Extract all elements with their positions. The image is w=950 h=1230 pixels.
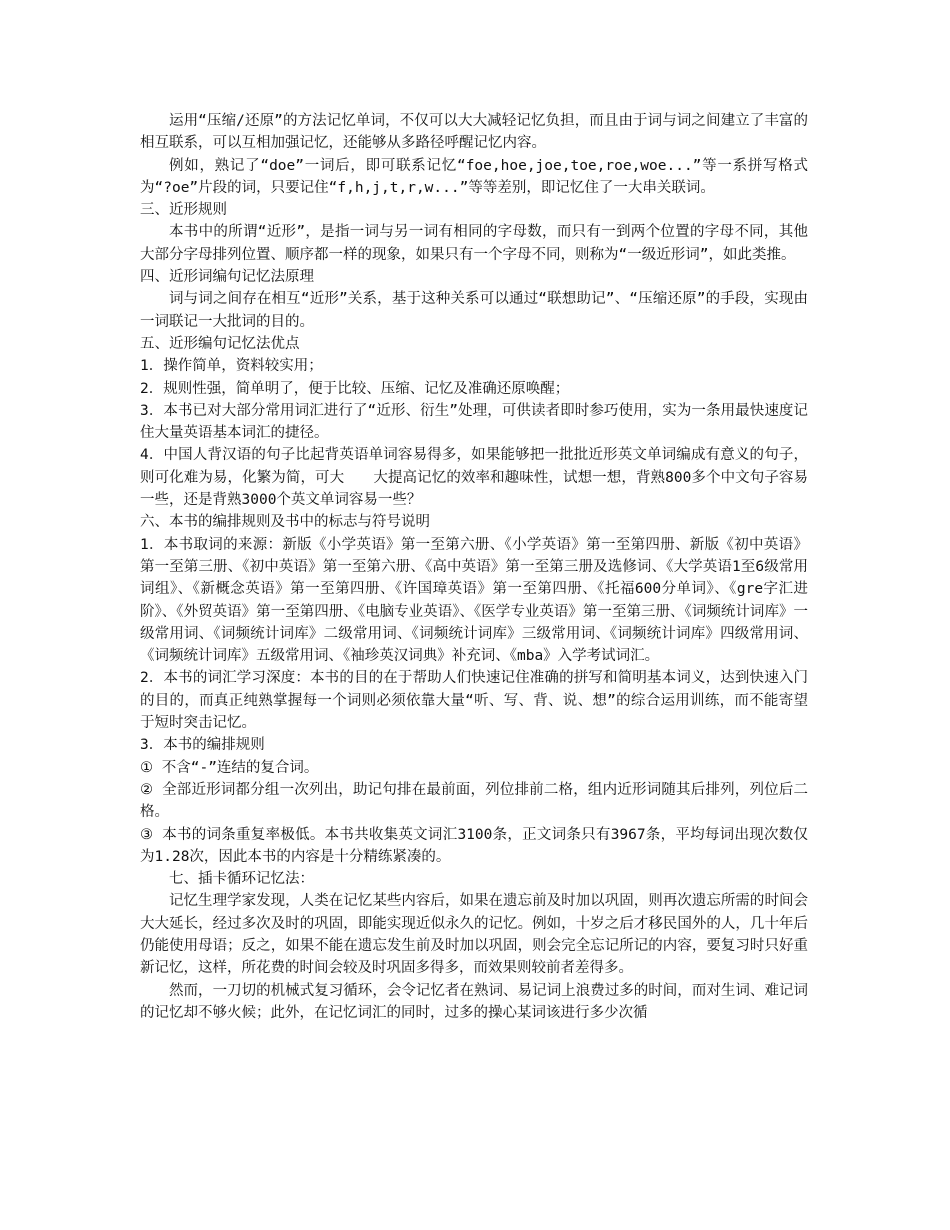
paragraph-compression-method: 运用“压缩/还原”的方法记忆单词，不仅可以大大减轻记忆负担，而且由于词与词之间建立了丰富的相互联系，可以互相加强记忆，还能够从多路径呼醒记忆内容。 — [140, 113, 808, 152]
section-heading-7: 七、插卡循环记忆法： — [169, 871, 314, 888]
section-heading-6: 六、本书的编排规则及书中的标志与符号说明 — [140, 514, 430, 531]
section-heading-5: 五、近形编句记忆法优点 — [140, 335, 300, 352]
sub-item-3: ③ 本书的词条重复率极低。本书共收集英文词汇3100条，正文词条只有3967条，平均每词出现次数仅为1.28次，因此本书的内容是十分精练紧凑的。 — [140, 826, 808, 865]
sub-item-2: ② 全部近形词都分组一次列出，助记句排在最前面，列位排前二格，组内近形词随其后排列，列位后二格。 — [140, 781, 808, 821]
list-item-advantage-4: 4．中国人背汉语的句子比起背英语单词容易得多，如果能够把一批批近形英文单词编成有意义的句子，则可化难为易，化繁为简，可大 大提高记忆的效率和趣味性，试想一想，背熟800多个中文句子容易一些，还是背熟3000个英文单词容易一些？ — [140, 447, 808, 509]
paragraph-memory-physiology: 记忆生理学家发现，人类在记忆某些内容后，如果在遗忘前及时加以巩固，则再次遗忘所需的时间会大大延长，经过多次及时的巩固，即能实现近似永久的记忆。例如，十岁之后才移民国外的人，几十年后仍能使用母语；反之，如果不能在遗忘发生前及时加以巩固，则会完全忘记所记的内容，要复习时只好重新记忆，这样，所花费的时间会较及时巩固多得多，而效果则较前者差得多。 — [140, 893, 808, 977]
list-item-rule-1: 1．本书取词的来源：新版《小学英语》第一至第六册、《小学英语》第一至第四册、新版《初中英语》第一至第三册、《初中英语》第一至第六册、《高中英语》第一至第三册及选修词、《大学英语1至6级常用词组》、《新概念英语》第一至第四册、《许国璋英语》第一至第四册、《托福600分单词》、《gre字汇进阶》、《外贸英语》第一至第四册、《电脑专业英语》、《医学专业英语》第一至第三册、《词频统计词库》一级常用词、《词频统计词库》二级常用词、《词频统计词库》三级常用词、《词频统计词库》四级常用词、《词频统计词库》五级常用词、《袖珍英汉词典》补充词、《mba》入学考试词汇。 — [140, 536, 808, 665]
section-heading-3: 三、近形规则 — [140, 202, 227, 219]
paragraph-example-doe: 例如，熟记了“doe”一词后，即可联系记忆“foe,hoe,joe,toe,roe,woe...”等一系拼写格式为“?oe”片段的词，只要记住“f,h,j,t,r,w...”等等差别，即记忆住了一大串关联词。 — [140, 157, 808, 196]
list-item-advantage-1: 1．操作简单，资料较实用； — [140, 358, 323, 375]
paragraph-near-form-definition: 本书中的所谓“近形”，是指一词与另一词有相同的字母数，而只有一到两个位置的字母不同，其他大部分字母排列位置、顺序都一样的现象，如果只有一个字母不同，则称为“一级近形词”，如此类推。 — [140, 224, 808, 263]
document-page — [140, 110, 808, 1024]
list-item-rule-3: 3．本书的编排规则 — [140, 737, 265, 754]
sub-item-1: ① 不含“-”连结的复合词。 — [140, 759, 319, 776]
list-item-advantage-3: 3．本书已对大部分常用词汇进行了“近形、衍生”处理，可供读者即时参巧使用，实为一条用最快速度记住大量英语基本词汇的捷径。 — [140, 402, 808, 442]
paragraph-mechanical-review: 然而，一刀切的机械式复习循环，会令记忆者在熟词、易记词上浪费过多的时间，而对生词、难记词的记忆却不够火候；此外，在记忆词汇的同时，过多的操心某词该进行多少次循 — [140, 982, 808, 1021]
list-item-rule-2: 2．本书的词汇学习深度：本书的目的在于帮助人们快速记住准确的拼写和简明基本词义，达到快速入门的目的，而真正纯熟掌握每一个词则必须依靠大量“听、写、背、说、想”的综合运用训练，而不能寄望于短时突击记忆。 — [140, 670, 808, 732]
list-item-advantage-2: 2．规则性强，简单明了，便于比较、压缩、记忆及准确还原唤醒； — [140, 380, 570, 397]
paragraph-principle: 词与词之间存在相互“近形”关系，基于这种关系可以通过“联想助记”、“压缩还原”的手段，实现由一词联记一大批词的目的。 — [140, 291, 808, 330]
section-heading-4: 四、近形词编句记忆法原理 — [140, 269, 314, 286]
